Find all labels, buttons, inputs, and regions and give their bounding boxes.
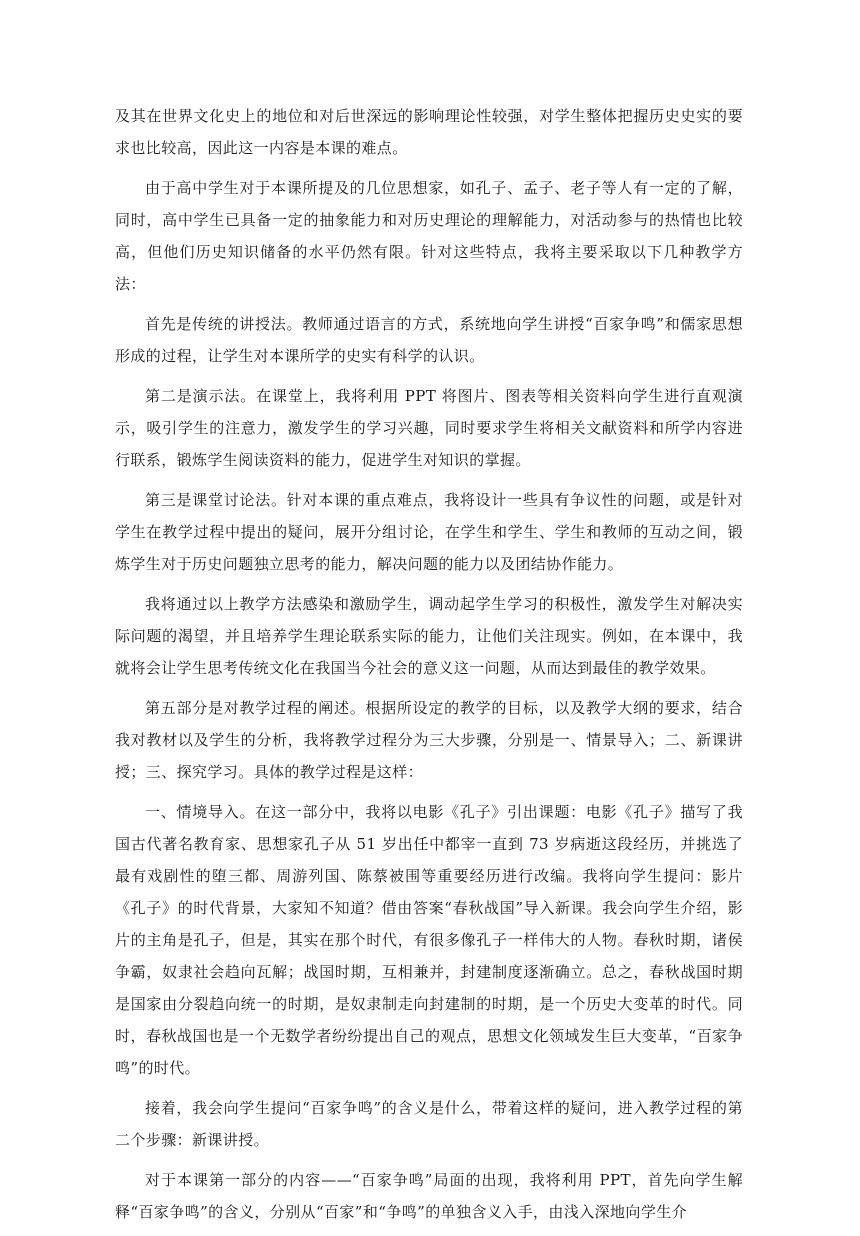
document-body bbox=[115, 100, 743, 1236]
paragraph-2: 由于高中学生对于本课所提及的几位思想家，如孔子、孟子、老子等人有一定的了解，同时，高中学生已具备一定的抽象能力和对历史理论的理解能力，对活动参与的热情也比较高，但他们历史知识储备的水平仍然有限。针对这些特点，我将主要采取以下几种教学方法： bbox=[115, 179, 743, 293]
paragraph-3: 首先是传统的讲授法。教师通过语言的方式，系统地向学生讲授“百家争鸣”和儒家思想形成的过程，让学生对本课所学的史实有科学的认识。 bbox=[115, 315, 743, 365]
paragraph-4: 第二是演示法。在课堂上，我将利用 PPT 将图片、图表等相关资料向学生进行直观演示，吸引学生的注意力，激发学生的学习兴趣，同时要求学生将相关文献资料和所学内容进行联系，锻炼学生阅读资料的能力，促进学生对知识的掌握。 bbox=[115, 387, 743, 469]
paragraph-1: 及其在世界文化史上的地位和对后世深远的影响理论性较强，对学生整体把握历史史实的要求也比较高，因此这一内容是本课的难点。 bbox=[115, 107, 743, 157]
paragraph-5: 第三是课堂讨论法。针对本课的重点难点，我将设计一些具有争议性的问题，或是针对学生在教学过程中提出的疑问，展开分组讨论，在学生和学生、学生和教师的互动之间，锻炼学生对于历史问题独立思考的能力，解决问题的能力以及团结协作能力。 bbox=[115, 491, 743, 573]
paragraph-10: 对于本课第一部分的内容——“百家争鸣”局面的出现，我将利用 PPT，首先向学生解释“百家争鸣”的含义，分别从“百家”和“争鸣”的单独含义入手，由浅入深地向学生介 bbox=[115, 1171, 743, 1221]
paragraph-6: 我将通过以上教学方法感染和激励学生，调动起学生学习的积极性，激发学生对解决实际问题的渴望，并且培养学生理论联系实际的能力，让他们关注现实。例如，在本课中，我就将会让学生思考传统文化在我国当今社会的意义这一问题，从而达到最佳的教学效果。 bbox=[115, 595, 743, 677]
paragraph-7: 第五部分是对教学过程的阐述。根据所设定的教学的目标，以及教学大纲的要求，结合我对教材以及学生的分析，我将教学过程分为三大步骤，分别是一、情景导入；二、新课讲授；三、探究学习。具体的教学过程是这样： bbox=[115, 699, 743, 781]
paragraph-9: 接着，我会向学生提问“百家争鸣”的含义是什么，带着这样的疑问，进入教学过程的第二个步骤：新课讲授。 bbox=[115, 1099, 743, 1149]
paragraph-8: 一、情境导入。在这一部分中，我将以电影《孔子》引出课题：电影《孔子》描写了我国古代著名教育家、思想家孔子从 51 岁出任中都宰一直到 73 岁病逝这段经历，并挑选了最有戏剧性的堕三都、周游列国、陈蔡被围等重要经历进行改编。我将向学生提问：影片《孔子》的时代背景，大家知不知道？借由答案“春秋战国”导入新课。我会向学生介绍，影片的主角是孔子，但是，其实在那个时代，有很多像孔子一样伟大的人物。春秋时期，诸侯争霸，奴隶社会趋向瓦解；战国时期，互相兼并，封建制度逐渐确立。总之，春秋战国时期是国家由分裂趋向统一的时期，是奴隶制走向封建制的时期，是一个历史大变革的时代。同时，春秋战国也是一个无数学者纷纷提出自己的观点，思想文化领域发生巨大变革，“百家争鸣”的时代。 bbox=[115, 803, 743, 1077]
